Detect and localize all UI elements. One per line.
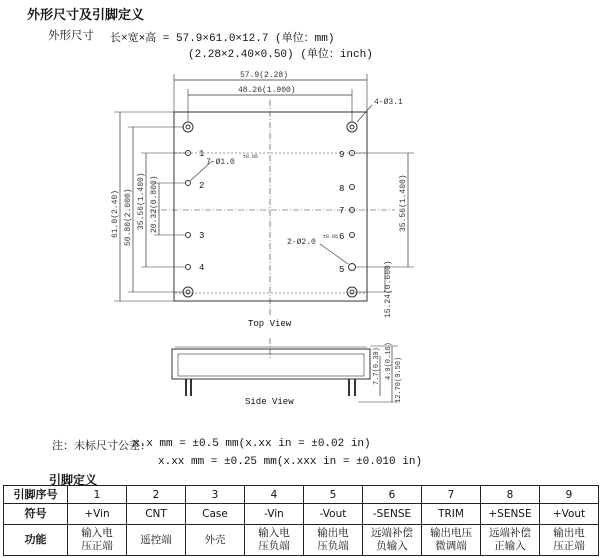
- table-row: [4, 486, 599, 504]
- table-row: [4, 504, 599, 525]
- symbol-cell: -Vout: [304, 504, 363, 525]
- pin-no-cell: 2: [127, 486, 186, 504]
- pin-no-cell: 1: [68, 486, 127, 504]
- row-header-pin-no: 引脚序号: [4, 486, 68, 504]
- tolerance-label: 注：未标尺寸公差：: [52, 439, 151, 452]
- function-cell: 遥控端: [127, 525, 186, 556]
- pin-label-9: 9: [339, 150, 345, 160]
- dim-overall-height: 61.0(2.40): [111, 189, 120, 238]
- pin-3: [186, 233, 191, 238]
- symbol-cell: +Vout: [540, 504, 599, 525]
- dim-side-pin: 4.0(0.16): [385, 342, 393, 380]
- tolerance-line-2: x.xx mm = ±0.25 mm(x.xxx in = ±0.010 in): [158, 456, 423, 468]
- dim-hole-pitch-width: 48.26(1.900): [238, 86, 296, 95]
- pin-dia-large-label: 2-Ø2.0: [287, 238, 316, 247]
- pin-no-cell: 8: [481, 486, 540, 504]
- pin-no-cell: 7: [422, 486, 481, 504]
- function-cell: 外壳: [186, 525, 245, 556]
- function-cell: 输出电 压负端: [304, 525, 363, 556]
- dimensions-label: 外形尺寸: [48, 28, 94, 42]
- pin-label-8: 8: [339, 184, 345, 194]
- pin-tol-small: ±0.05: [243, 154, 259, 160]
- dim-side-height: 12.70(0.50): [395, 356, 403, 403]
- pin-4: [186, 265, 191, 270]
- dimensions-inch: (2.28×2.40×0.50) (单位：inch): [188, 49, 373, 61]
- row-header-symbol: 符号: [4, 504, 68, 525]
- symbol-cell: TRIM: [422, 504, 481, 525]
- mount-hole: [347, 122, 357, 132]
- symbol-cell: -Vin: [245, 504, 304, 525]
- dim-hole-pitch-height: 50.80(2.000): [124, 188, 133, 246]
- dim-right-pin-offset: 15.24(0.600): [384, 260, 393, 318]
- function-cell: 输入电 压正端: [68, 525, 127, 556]
- pin-dia-small-label: 7-Ø1.0: [206, 158, 235, 167]
- dimensions-metric: 长×宽×高 = 57.9×61.0×12.7 (单位：mm): [110, 33, 335, 45]
- dim-overall-width: 57.9(2.28): [240, 71, 289, 80]
- pin-label-4: 4: [199, 263, 205, 273]
- symbol-cell: CNT: [127, 504, 186, 525]
- function-cell: 输出电 压正端: [540, 525, 599, 556]
- pin-8: [350, 185, 355, 190]
- pin-5: [349, 264, 356, 271]
- pin-label-5: 5: [339, 265, 345, 275]
- table-row: [4, 525, 599, 556]
- function-cell: 远端补偿 正输入: [481, 525, 540, 556]
- mount-holes-label: 4-Ø3.1: [374, 98, 403, 107]
- pin-no-cell: 6: [363, 486, 422, 504]
- section-title: 外形尺寸及引脚定义: [27, 8, 145, 23]
- dim-left-pin-span: 35.56(1.400): [137, 172, 146, 230]
- mount-hole: [183, 122, 193, 132]
- dim-side-body: 7.7(0.30): [373, 347, 381, 385]
- symbol-cell: +Vin: [68, 504, 127, 525]
- pin-2: [186, 181, 191, 186]
- mount-hole: [347, 287, 357, 297]
- mechanical-drawing: [0, 60, 602, 430]
- pin-definition-table: [3, 485, 599, 556]
- side-view-label: Side View: [245, 397, 294, 407]
- function-cell: 输出电压 微调端: [422, 525, 481, 556]
- row-header-function: 功能: [4, 525, 68, 556]
- pin-label-7: 7: [339, 206, 345, 216]
- pin-tol-large: ±0.05: [323, 234, 339, 240]
- pin-label-3: 3: [199, 231, 205, 241]
- pin-no-cell: 5: [304, 486, 363, 504]
- pin-label-2: 2: [199, 181, 205, 191]
- symbol-cell: -SENSE: [363, 504, 422, 525]
- function-cell: 远端补偿 负输入: [363, 525, 422, 556]
- tolerance-line-1: x.x mm = ±0.5 mm(x.xx in = ±0.02 in): [133, 438, 371, 450]
- pin-no-cell: 4: [245, 486, 304, 504]
- pin-label-1: 1: [199, 149, 205, 159]
- side-view-outline: [172, 349, 370, 379]
- dim-right-pin-span: 35.56(1.400): [399, 174, 408, 232]
- pin-no-cell: 9: [540, 486, 599, 504]
- pin-6: [350, 233, 355, 238]
- mount-hole: [183, 287, 193, 297]
- pin-no-cell: 3: [186, 486, 245, 504]
- pin-definition-title: 引脚定义: [49, 473, 98, 487]
- dim-left-pin-mid: 20.32(0.800): [150, 175, 159, 233]
- pin-label-6: 6: [339, 232, 345, 242]
- function-cell: 输入电 压负端: [245, 525, 304, 556]
- symbol-cell: +SENSE: [481, 504, 540, 525]
- symbol-cell: Case: [186, 504, 245, 525]
- top-view-label: Top View: [248, 319, 292, 329]
